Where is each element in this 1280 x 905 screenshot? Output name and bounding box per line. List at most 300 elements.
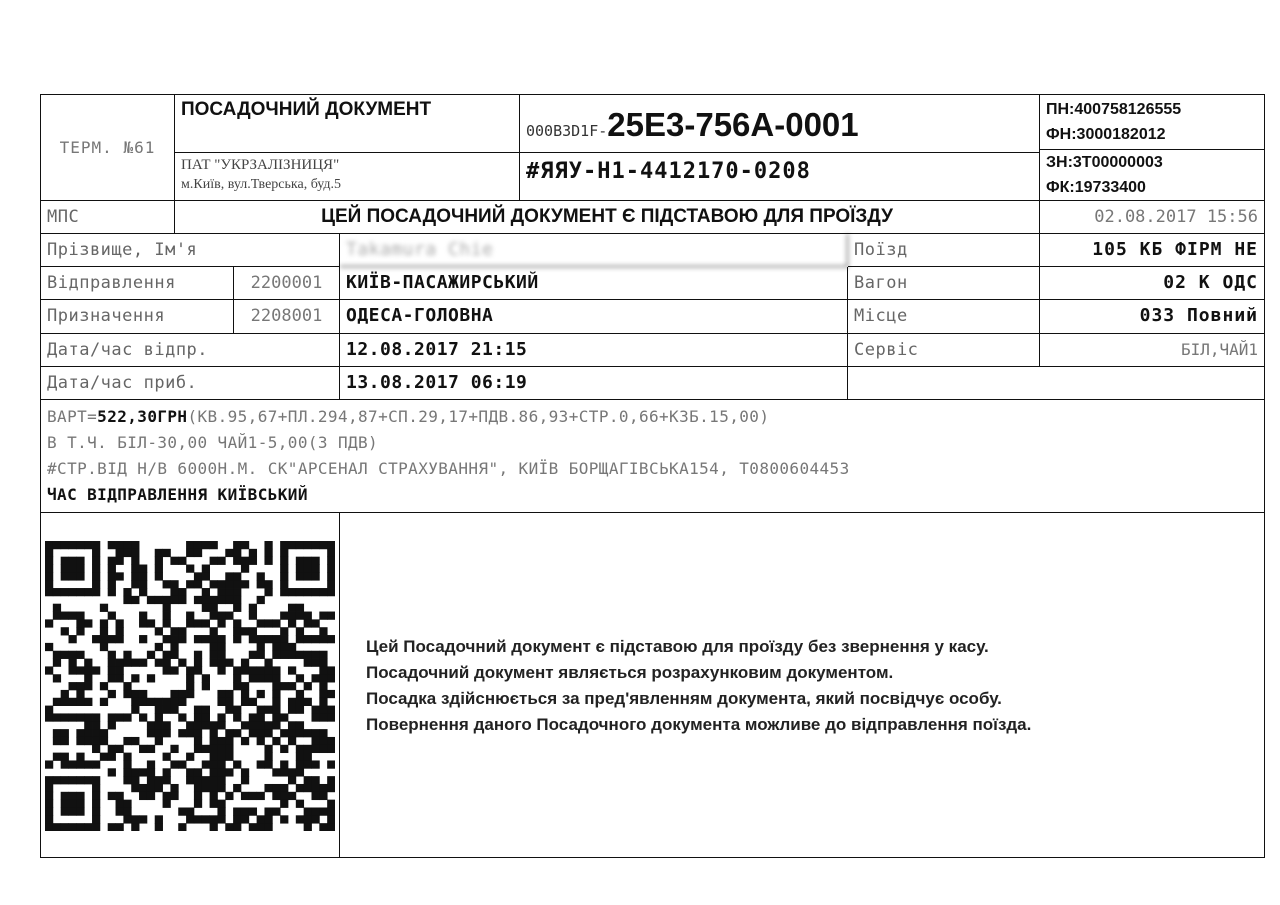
- qr-module: [92, 580, 100, 588]
- qr-module: [311, 729, 319, 737]
- qr-cell: [41, 513, 340, 857]
- qr-module: [241, 690, 249, 698]
- qr-module: [217, 768, 225, 776]
- qr-module: [241, 666, 249, 674]
- qr-module: [217, 635, 225, 643]
- qr-module: [210, 776, 218, 784]
- qr-module: [76, 651, 84, 659]
- qr-module: [139, 612, 147, 620]
- qr-module: [53, 776, 61, 784]
- qr-module: [233, 572, 241, 580]
- qr-module: [53, 588, 61, 596]
- qr-module: [327, 745, 335, 753]
- qr-module: [139, 635, 147, 643]
- qr-module: [241, 541, 249, 549]
- qr-module: [217, 815, 225, 823]
- qr-module: [163, 776, 171, 784]
- qr-module: [100, 619, 108, 627]
- qr-module: [327, 823, 335, 831]
- qr-module: [210, 823, 218, 831]
- qr-module: [210, 643, 218, 651]
- qr-module: [210, 596, 218, 604]
- qr-module: [304, 745, 312, 753]
- qr-module: [163, 580, 171, 588]
- qr-module: [163, 753, 171, 761]
- qr-module: [296, 635, 304, 643]
- qr-module: [264, 635, 272, 643]
- qr-module: [45, 792, 53, 800]
- depart-code: 2200001: [234, 267, 340, 300]
- qr-module: [249, 557, 257, 565]
- qr-module: [304, 572, 312, 580]
- qr-module: [163, 706, 171, 714]
- qr-module: [100, 635, 108, 643]
- qr-module: [100, 729, 108, 737]
- qr-module: [264, 729, 272, 737]
- qr-module: [194, 596, 202, 604]
- qr-module: [92, 815, 100, 823]
- qr-module: [108, 745, 116, 753]
- qr-module: [241, 737, 249, 745]
- qr-module: [210, 580, 218, 588]
- qr-module: [225, 768, 233, 776]
- qr-module: [61, 753, 69, 761]
- qr-module: [280, 565, 288, 573]
- qr-module: [116, 541, 124, 549]
- seat-value: 033 Повний: [1040, 300, 1264, 334]
- fare-block: [41, 400, 1264, 513]
- qr-module: [186, 729, 194, 737]
- qr-module: [327, 666, 335, 674]
- qr-module: [170, 760, 178, 768]
- train-label: Поїзд: [848, 234, 1040, 267]
- qr-module: [264, 815, 272, 823]
- qr-module: [123, 541, 131, 549]
- qr-module: [249, 674, 257, 682]
- qr-module: [108, 823, 116, 831]
- qr-module: [84, 698, 92, 706]
- ticket: [40, 94, 1265, 858]
- qr-module: [257, 792, 265, 800]
- qr-module: [61, 737, 69, 745]
- qr-module: [257, 721, 265, 729]
- qr-module: [131, 737, 139, 745]
- qr-module: [264, 674, 272, 682]
- qr-module: [194, 619, 202, 627]
- qr-module: [139, 659, 147, 667]
- qr-module: [233, 807, 241, 815]
- qr-module: [53, 729, 61, 737]
- qr-module: [194, 784, 202, 792]
- qr-module: [163, 612, 171, 620]
- qr-module: [76, 737, 84, 745]
- qr-module: [272, 792, 280, 800]
- code-cell: [520, 95, 1040, 153]
- qr-module: [178, 659, 186, 667]
- qr-module: [304, 760, 312, 768]
- qr-module: [327, 580, 335, 588]
- qr-module: [155, 659, 163, 667]
- qr-module: [210, 627, 218, 635]
- qr-module: [257, 596, 265, 604]
- service-value: БІЛ,ЧАЙ1: [1040, 334, 1264, 367]
- qr-module: [210, 604, 218, 612]
- qr-module: [186, 807, 194, 815]
- qr-module: [319, 745, 327, 753]
- qr-module: [249, 698, 257, 706]
- qr-module: [131, 706, 139, 714]
- qr-module: [210, 800, 218, 808]
- qr-module: [53, 823, 61, 831]
- qr-module: [92, 792, 100, 800]
- qr-module: [210, 557, 218, 565]
- qr-module: [76, 565, 84, 573]
- fare-line-1: [47, 404, 1264, 430]
- qr-module: [147, 729, 155, 737]
- qr-module: [194, 572, 202, 580]
- qr-module: [288, 619, 296, 627]
- qr-module: [264, 823, 272, 831]
- dep-time-value: 12.08.2017 21:15: [340, 334, 848, 367]
- qr-module: [194, 549, 202, 557]
- qr-module: [170, 588, 178, 596]
- qr-module: [131, 690, 139, 698]
- qr-module: [327, 635, 335, 643]
- qr-module: [217, 612, 225, 620]
- qr-module: [186, 541, 194, 549]
- qr-module: [217, 596, 225, 604]
- qr-module: [311, 635, 319, 643]
- qr-module: [92, 784, 100, 792]
- qr-module: [186, 768, 194, 776]
- qr-module: [108, 659, 116, 667]
- qr-module: [53, 604, 61, 612]
- qr-module: [288, 682, 296, 690]
- qr-module: [210, 659, 218, 667]
- qr-module: [225, 549, 233, 557]
- qr-module: [123, 768, 131, 776]
- qr-module: [61, 792, 69, 800]
- qr-module: [100, 737, 108, 745]
- dep-time-label: Дата/час відпр.: [41, 334, 340, 367]
- qr-module: [264, 557, 272, 565]
- qr-module: [84, 776, 92, 784]
- qr-module: [296, 753, 304, 761]
- qr-module: [178, 823, 186, 831]
- qr-module: [108, 557, 116, 565]
- qr-module: [116, 557, 124, 565]
- qr-module: [100, 627, 108, 635]
- fiscal-top: [1040, 95, 1264, 150]
- qr-module: [139, 768, 147, 776]
- qr-module: [76, 800, 84, 808]
- qr-module: [272, 737, 280, 745]
- qr-module: [327, 737, 335, 745]
- qr-module: [45, 706, 53, 714]
- qr-module: [155, 572, 163, 580]
- qr-module: [264, 580, 272, 588]
- qr-module: [155, 565, 163, 573]
- qr-module: [319, 713, 327, 721]
- qr-module: [178, 588, 186, 596]
- qr-module: [280, 800, 288, 808]
- qr-module: [319, 666, 327, 674]
- qr-module: [186, 666, 194, 674]
- qr-module: [116, 666, 124, 674]
- qr-module: [296, 565, 304, 573]
- qr-module: [155, 815, 163, 823]
- qr-module: [84, 823, 92, 831]
- qr-module: [272, 651, 280, 659]
- qr-module: [202, 541, 210, 549]
- qr-module: [217, 807, 225, 815]
- qr-module: [319, 729, 327, 737]
- qr-module: [233, 784, 241, 792]
- qr-module: [194, 541, 202, 549]
- qr-module: [116, 619, 124, 627]
- qr-module: [76, 666, 84, 674]
- qr-module: [84, 674, 92, 682]
- qr-module: [139, 784, 147, 792]
- qr-module: [76, 619, 84, 627]
- qr-module: [76, 690, 84, 698]
- qr-module: [45, 643, 53, 651]
- qr-module: [311, 572, 319, 580]
- qr-module: [53, 737, 61, 745]
- qr-module: [139, 698, 147, 706]
- qr-module: [272, 721, 280, 729]
- qr-module: [233, 706, 241, 714]
- qr-module: [139, 619, 147, 627]
- qr-module: [53, 659, 61, 667]
- qr-module: [202, 588, 210, 596]
- qr-module: [155, 557, 163, 565]
- qr-module: [155, 721, 163, 729]
- qr-module: [288, 541, 296, 549]
- qr-module: [108, 792, 116, 800]
- qr-module: [92, 823, 100, 831]
- qr-module: [272, 690, 280, 698]
- notice-line-1: Цей Посадочний документ є підставою для проїзду без звернення у касу.: [366, 637, 989, 656]
- qr-module: [304, 619, 312, 627]
- qr-module: [241, 768, 249, 776]
- qr-module: [139, 745, 147, 753]
- qr-module: [233, 682, 241, 690]
- qr-module: [249, 635, 257, 643]
- qr-module: [327, 612, 335, 620]
- qr-module: [69, 823, 77, 831]
- qr-module: [186, 776, 194, 784]
- qr-module: [304, 659, 312, 667]
- qr-module: [139, 792, 147, 800]
- qr-module: [139, 713, 147, 721]
- qr-module: [210, 541, 218, 549]
- qr-module: [304, 682, 312, 690]
- qr-module: [288, 666, 296, 674]
- qr-module: [319, 627, 327, 635]
- qr-module: [131, 549, 139, 557]
- qr-module: [131, 580, 139, 588]
- fiscal-fn: ФН:3000182012: [1046, 126, 1166, 143]
- arr-time-value: 13.08.2017 06:19: [340, 367, 848, 400]
- qr-module: [53, 698, 61, 706]
- qr-module: [327, 565, 335, 573]
- qr-module: [280, 627, 288, 635]
- qr-module: [280, 541, 288, 549]
- qr-module: [69, 776, 77, 784]
- banner-datetime: 02.08.2017 15:56: [1040, 201, 1264, 234]
- qr-module: [178, 627, 186, 635]
- qr-module: [233, 549, 241, 557]
- qr-module: [296, 800, 304, 808]
- qr-module: [170, 666, 178, 674]
- qr-module: [155, 643, 163, 651]
- qr-module: [178, 635, 186, 643]
- qr-module: [131, 572, 139, 580]
- qr-module: [264, 706, 272, 714]
- qr-module: [108, 651, 116, 659]
- qr-module: [123, 588, 131, 596]
- qr-module: [296, 612, 304, 620]
- qr-module: [202, 635, 210, 643]
- qr-module: [249, 807, 257, 815]
- qr-module: [108, 572, 116, 580]
- qr-module: [147, 651, 155, 659]
- qr-module: [163, 604, 171, 612]
- qr-module: [280, 815, 288, 823]
- qr-module: [84, 721, 92, 729]
- fare-total: 522,30ГРН: [97, 407, 188, 426]
- qr-module: [311, 565, 319, 573]
- qr-module: [202, 745, 210, 753]
- qr-module: [327, 706, 335, 714]
- qr-module: [108, 580, 116, 588]
- qr-module: [311, 815, 319, 823]
- qr-module: [257, 815, 265, 823]
- qr-module: [69, 792, 77, 800]
- qr-module: [217, 557, 225, 565]
- qr-module: [319, 674, 327, 682]
- qr-module: [92, 800, 100, 808]
- qr-module: [45, 541, 53, 549]
- qr-module: [61, 698, 69, 706]
- qr-module: [304, 753, 312, 761]
- qr-module: [327, 800, 335, 808]
- fiscal-bottom: [1040, 150, 1264, 200]
- qr-module: [194, 800, 202, 808]
- qr-module: [61, 651, 69, 659]
- qr-module: [288, 651, 296, 659]
- qr-module: [264, 721, 272, 729]
- qr-module: [304, 729, 312, 737]
- qr-module: [194, 659, 202, 667]
- qr-module: [280, 768, 288, 776]
- doc-title-cell: [175, 95, 520, 153]
- qr-module: [84, 666, 92, 674]
- qr-module: [170, 690, 178, 698]
- qr-module: [61, 713, 69, 721]
- qr-module: [217, 784, 225, 792]
- qr-module: [155, 713, 163, 721]
- qr-module: [288, 612, 296, 620]
- wagon-value: 02 К ОДС: [1040, 267, 1264, 300]
- qr-module: [123, 596, 131, 604]
- qr-module: [327, 572, 335, 580]
- qr-module: [116, 549, 124, 557]
- qr-module: [155, 729, 163, 737]
- qr-module: [194, 737, 202, 745]
- qr-module: [233, 729, 241, 737]
- qr-module: [296, 768, 304, 776]
- qr-module: [116, 800, 124, 808]
- qr-module: [257, 729, 265, 737]
- qr-module: [233, 713, 241, 721]
- qr-module: [45, 823, 53, 831]
- qr-module: [61, 760, 69, 768]
- qr-module: [123, 807, 131, 815]
- qr-module: [116, 792, 124, 800]
- qr-module: [233, 760, 241, 768]
- qr-module: [92, 635, 100, 643]
- qr-module: [69, 565, 77, 573]
- qr-module: [327, 674, 335, 682]
- qr-module: [280, 682, 288, 690]
- notice-line-3: Посадка здійснюється за пред'явленням документа, який посвідчує особу.: [366, 689, 1002, 708]
- qr-module: [53, 541, 61, 549]
- qr-module: [123, 753, 131, 761]
- qr-module: [257, 737, 265, 745]
- qr-module: [202, 565, 210, 573]
- qr-module: [92, 588, 100, 596]
- qr-module: [257, 572, 265, 580]
- qr-module: [241, 565, 249, 573]
- qr-module: [131, 698, 139, 706]
- qr-module: [194, 580, 202, 588]
- qr-module: [76, 612, 84, 620]
- qr-module: [131, 557, 139, 565]
- qr-module: [123, 549, 131, 557]
- qr-module: [155, 627, 163, 635]
- arr-time-label: Дата/час приб.: [41, 367, 340, 400]
- arr-empty: [848, 367, 1264, 400]
- qr-module: [225, 580, 233, 588]
- company-cell: [175, 153, 520, 201]
- qr-module: [61, 541, 69, 549]
- qr-module: [139, 588, 147, 596]
- qr-module: [280, 729, 288, 737]
- qr-module: [155, 737, 163, 745]
- seat-label: Місце: [848, 300, 1040, 334]
- qr-module: [61, 565, 69, 573]
- qr-module: [319, 792, 327, 800]
- qr-module: [233, 604, 241, 612]
- qr-module: [233, 580, 241, 588]
- qr-module: [319, 737, 327, 745]
- qr-module: [69, 713, 77, 721]
- qr-module: [108, 690, 116, 698]
- qr-module: [288, 729, 296, 737]
- qr-module: [264, 784, 272, 792]
- qr-module: [202, 760, 210, 768]
- qr-module: [233, 619, 241, 627]
- qr-module: [304, 565, 312, 573]
- qr-module: [264, 549, 272, 557]
- qr-module: [53, 674, 61, 682]
- qr-module: [217, 760, 225, 768]
- qr-module: [202, 619, 210, 627]
- qr-module: [217, 588, 225, 596]
- qr-module: [319, 659, 327, 667]
